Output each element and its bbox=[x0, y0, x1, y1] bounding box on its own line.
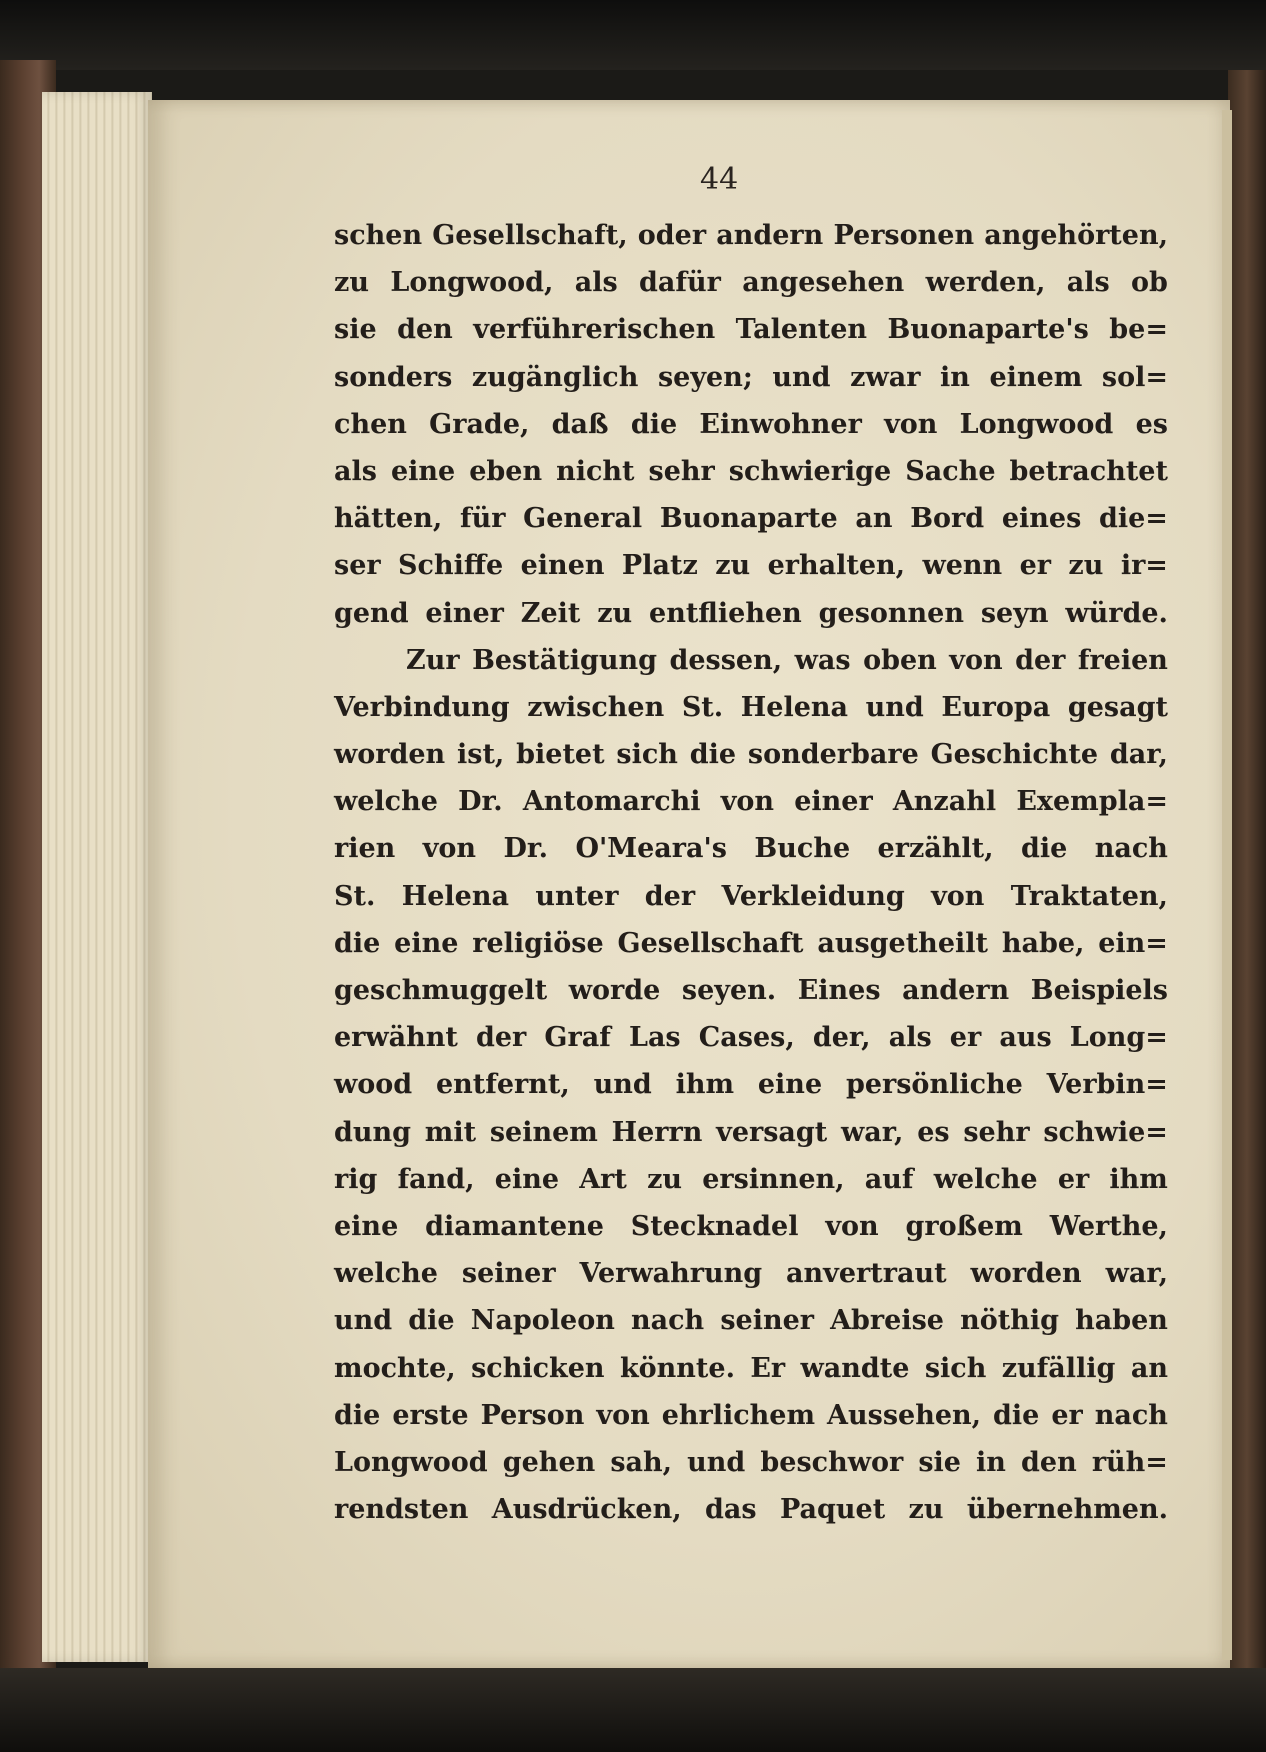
word: könnte. bbox=[619, 1352, 735, 1384]
word: ehrlichem bbox=[661, 1399, 816, 1431]
text-line bbox=[334, 967, 1168, 1014]
word: Las bbox=[628, 1022, 681, 1054]
word: von bbox=[931, 880, 985, 912]
word: auf bbox=[864, 1163, 914, 1195]
word: von bbox=[949, 644, 1003, 676]
word: sonders bbox=[334, 361, 453, 393]
word: eben bbox=[469, 455, 543, 487]
word: seyen. bbox=[681, 975, 777, 1006]
word: zugänglich bbox=[471, 361, 639, 393]
word: Buonaparte's bbox=[887, 314, 1089, 346]
word: oder bbox=[637, 220, 707, 251]
word: Dr. bbox=[458, 786, 503, 818]
word: geschmuggelt bbox=[334, 975, 548, 1006]
word: als bbox=[888, 1022, 932, 1054]
word: seiner bbox=[461, 1258, 556, 1290]
word: chen bbox=[334, 408, 407, 440]
text-line bbox=[334, 731, 1168, 778]
word: die bbox=[334, 927, 381, 959]
word: werden, bbox=[925, 267, 1046, 299]
word: und bbox=[772, 361, 831, 393]
word: an bbox=[855, 503, 893, 535]
word: übernehmen. bbox=[966, 1494, 1168, 1526]
word: Beispiels bbox=[1030, 975, 1168, 1006]
word: eine bbox=[334, 1210, 399, 1242]
word: aus bbox=[999, 1022, 1052, 1054]
word: als bbox=[574, 267, 618, 299]
word: ersinnen, bbox=[702, 1163, 845, 1195]
word: welche bbox=[334, 1258, 438, 1290]
text-line bbox=[334, 1203, 1168, 1250]
word: zu bbox=[715, 550, 751, 582]
word: Exempla= bbox=[1016, 786, 1168, 818]
word: St. bbox=[334, 880, 376, 912]
word: Antomarchi bbox=[522, 786, 701, 818]
word: die bbox=[334, 1399, 381, 1431]
word: Verwahrung bbox=[579, 1258, 763, 1290]
word: mochte, bbox=[334, 1352, 456, 1384]
word: Zeit bbox=[520, 597, 581, 629]
word: wandte bbox=[800, 1352, 910, 1384]
word: rien bbox=[334, 833, 396, 865]
page-number: 44 bbox=[700, 162, 739, 197]
word: Herrn bbox=[611, 1116, 703, 1148]
text-line bbox=[334, 920, 1168, 967]
word: schwierige bbox=[728, 455, 892, 487]
word: Gesellschaft bbox=[617, 927, 804, 959]
word: sah, bbox=[610, 1446, 673, 1478]
word: eine bbox=[390, 455, 456, 487]
text-line bbox=[334, 212, 1168, 259]
word: Helena bbox=[401, 880, 509, 912]
word: Helena bbox=[740, 691, 849, 723]
word: worden bbox=[334, 739, 446, 771]
word: habe, bbox=[1001, 927, 1085, 959]
word: gesagt bbox=[1067, 691, 1168, 723]
word: gehen bbox=[502, 1446, 596, 1478]
word: rüh= bbox=[1091, 1446, 1168, 1478]
word: zu bbox=[1068, 550, 1104, 582]
word: Verbin= bbox=[1046, 1069, 1168, 1101]
word: Er bbox=[750, 1352, 786, 1384]
word: be= bbox=[1109, 314, 1168, 346]
word: Buche bbox=[754, 833, 851, 865]
word: unter bbox=[535, 880, 619, 912]
word: religiöse bbox=[472, 927, 604, 959]
word: angehörten, bbox=[984, 220, 1168, 251]
text-line bbox=[334, 1156, 1168, 1203]
word: anvertraut bbox=[786, 1258, 947, 1290]
word: ausgetheilt bbox=[817, 927, 988, 959]
word: Dr. bbox=[503, 833, 549, 865]
word: St. bbox=[681, 691, 724, 723]
word: Anzahl bbox=[892, 786, 997, 818]
word: entfliehen bbox=[649, 597, 802, 629]
word: von bbox=[596, 1399, 650, 1431]
book-cover-right bbox=[1228, 70, 1266, 1690]
word: für bbox=[459, 503, 506, 535]
word: Buonaparte bbox=[659, 503, 838, 535]
text-line bbox=[334, 1014, 1168, 1061]
word: er bbox=[949, 1022, 982, 1054]
word: mit bbox=[424, 1116, 477, 1148]
word: seinem bbox=[489, 1116, 598, 1148]
text-line bbox=[334, 1109, 1168, 1156]
word: Longwood bbox=[334, 1446, 488, 1478]
word: zu bbox=[908, 1494, 944, 1526]
word: der bbox=[1015, 644, 1066, 676]
word: wood bbox=[334, 1069, 413, 1101]
word: den bbox=[1021, 1446, 1077, 1478]
word: einer bbox=[794, 786, 873, 818]
word: welche bbox=[334, 786, 438, 818]
word: sehr bbox=[963, 1116, 1030, 1148]
word: schwie= bbox=[1043, 1116, 1168, 1148]
word: von bbox=[825, 1210, 879, 1242]
word: sonderbare bbox=[747, 739, 919, 771]
word: die bbox=[408, 1305, 455, 1337]
word: sol= bbox=[1101, 361, 1168, 393]
word: ihm bbox=[675, 1069, 735, 1101]
word: beschwor bbox=[760, 1446, 904, 1478]
word: von bbox=[884, 408, 938, 440]
word: der bbox=[476, 1022, 527, 1054]
word: Paquet bbox=[779, 1494, 886, 1526]
word: ihm bbox=[1109, 1163, 1168, 1195]
word: nach bbox=[630, 1305, 705, 1337]
word: in bbox=[976, 1446, 1006, 1478]
word: dafür bbox=[639, 267, 721, 299]
body-text bbox=[334, 212, 1168, 1533]
text-line bbox=[334, 825, 1168, 872]
text-line bbox=[334, 1486, 1168, 1533]
word: er bbox=[1051, 1399, 1083, 1431]
word: entfernt, bbox=[435, 1069, 570, 1101]
word: sich bbox=[924, 1352, 987, 1384]
word: sie bbox=[334, 314, 377, 346]
word: Geschichte bbox=[930, 739, 1099, 771]
word: worde bbox=[568, 975, 661, 1006]
word: Ausdrücken, bbox=[491, 1494, 682, 1526]
word: eines bbox=[1001, 503, 1082, 535]
word: als bbox=[1066, 267, 1110, 299]
word: die bbox=[689, 739, 737, 771]
word: ob bbox=[1131, 267, 1168, 299]
word: einer bbox=[425, 597, 504, 629]
text-line bbox=[334, 778, 1168, 825]
word: die= bbox=[1098, 503, 1168, 535]
word: Zur bbox=[406, 644, 460, 676]
text-line bbox=[334, 1439, 1168, 1486]
word: angesehen bbox=[742, 267, 905, 299]
word: einem bbox=[989, 361, 1083, 393]
word: Grade, bbox=[429, 408, 530, 440]
word: dung bbox=[334, 1116, 412, 1148]
word: daß bbox=[551, 408, 609, 440]
word: verführerischen bbox=[473, 314, 716, 346]
word: der bbox=[644, 880, 696, 912]
text-line bbox=[334, 684, 1168, 731]
word: Sache bbox=[905, 455, 996, 487]
word: Traktaten, bbox=[1010, 880, 1168, 912]
text-line bbox=[334, 590, 1168, 637]
text-line bbox=[334, 637, 1168, 684]
word: dessen, bbox=[669, 644, 783, 676]
word: Abreise bbox=[830, 1305, 944, 1337]
word: Stecknadel bbox=[630, 1210, 799, 1242]
word: fand, bbox=[397, 1163, 475, 1195]
word: was bbox=[794, 644, 851, 676]
page-edge-right bbox=[1222, 110, 1232, 1660]
word: nöthig bbox=[960, 1305, 1059, 1337]
word: die bbox=[1020, 833, 1068, 865]
text-line bbox=[334, 306, 1168, 353]
word: seyen; bbox=[657, 361, 753, 393]
word: General bbox=[523, 503, 643, 535]
word: hätten, bbox=[334, 503, 443, 535]
word: erste bbox=[392, 1399, 469, 1431]
word: gesonnen bbox=[818, 597, 964, 629]
word: Talenten bbox=[735, 314, 868, 346]
word: nach bbox=[1094, 1399, 1168, 1431]
word: zufällig bbox=[1001, 1352, 1116, 1384]
word: ir= bbox=[1120, 550, 1168, 582]
text-line bbox=[334, 495, 1168, 542]
word: eine bbox=[394, 927, 459, 959]
page-stack-edges bbox=[42, 92, 152, 1662]
word: Schiffe bbox=[398, 550, 504, 582]
word: andern bbox=[902, 975, 1010, 1006]
word: versagt bbox=[716, 1116, 828, 1148]
word: und bbox=[334, 1305, 393, 1337]
text-line bbox=[334, 1061, 1168, 1108]
word: andern bbox=[716, 220, 824, 251]
word: eine bbox=[494, 1163, 560, 1195]
word: welche bbox=[933, 1163, 1038, 1195]
word: an bbox=[1130, 1352, 1168, 1384]
word: war, bbox=[841, 1116, 904, 1148]
word: Verkleidung bbox=[721, 880, 905, 912]
word: die bbox=[993, 1399, 1040, 1431]
word: erwähnt bbox=[334, 1022, 458, 1054]
word: rendsten bbox=[334, 1494, 469, 1526]
word: freien bbox=[1077, 644, 1168, 676]
word: zwar bbox=[850, 361, 921, 393]
word: dar, bbox=[1109, 739, 1168, 771]
word: zu bbox=[597, 597, 633, 629]
word: und bbox=[593, 1069, 652, 1101]
word: sie bbox=[918, 1446, 961, 1478]
word: erzählt, bbox=[877, 833, 994, 865]
word: zu bbox=[647, 1163, 683, 1195]
word: er bbox=[1057, 1163, 1090, 1195]
word: Eines bbox=[797, 975, 881, 1006]
word: erhalten, bbox=[767, 550, 906, 582]
word: Werthe, bbox=[1049, 1210, 1168, 1242]
word: nach bbox=[1094, 833, 1168, 865]
word: wenn bbox=[922, 550, 1003, 582]
word: haben bbox=[1075, 1305, 1168, 1337]
word: O'Meara's bbox=[575, 833, 727, 865]
text-line bbox=[334, 401, 1168, 448]
word: Europa bbox=[941, 691, 1051, 723]
word: er bbox=[1019, 550, 1051, 582]
word: Aussehen, bbox=[827, 1399, 982, 1431]
word: Cases, bbox=[698, 1022, 795, 1054]
word: rig bbox=[334, 1163, 378, 1195]
word: Person bbox=[480, 1399, 585, 1431]
word: als bbox=[334, 455, 377, 487]
word: nicht bbox=[556, 455, 635, 487]
word: schicken bbox=[471, 1352, 605, 1384]
text-line bbox=[334, 873, 1168, 920]
word: den bbox=[397, 314, 453, 346]
word: Art bbox=[579, 1163, 627, 1195]
text-line bbox=[334, 1392, 1168, 1439]
scan-background-top bbox=[0, 0, 1266, 70]
word: Longwood bbox=[959, 408, 1114, 440]
word: sich bbox=[616, 739, 678, 771]
word: von bbox=[720, 786, 775, 818]
word: die bbox=[630, 408, 678, 440]
word: Bord bbox=[910, 503, 985, 535]
word: Personen bbox=[833, 220, 975, 251]
word: Verbindung bbox=[334, 691, 510, 723]
text-line bbox=[334, 1345, 1168, 1392]
word: einen bbox=[520, 550, 605, 582]
word: betrachtet bbox=[1009, 455, 1168, 487]
word: und bbox=[687, 1446, 746, 1478]
word: Napoleon bbox=[470, 1305, 615, 1337]
word: das bbox=[705, 1494, 757, 1526]
word: ist, bbox=[456, 739, 505, 771]
word: gend bbox=[334, 597, 409, 629]
word: bietet bbox=[516, 739, 605, 771]
word: persönliche bbox=[845, 1069, 1023, 1101]
word: zu bbox=[334, 267, 369, 299]
word: Longwood, bbox=[390, 267, 554, 299]
word: zwischen bbox=[527, 691, 665, 723]
text-line bbox=[334, 542, 1168, 589]
word: ser bbox=[334, 550, 381, 582]
word: und bbox=[865, 691, 924, 723]
text-line bbox=[334, 354, 1168, 401]
text-line bbox=[334, 1297, 1168, 1344]
word: war, bbox=[1105, 1258, 1168, 1290]
word: schen bbox=[334, 220, 423, 251]
word: sehr bbox=[648, 455, 715, 487]
word: seyn bbox=[980, 597, 1049, 629]
word: es bbox=[917, 1116, 950, 1148]
text-line bbox=[334, 259, 1168, 306]
word: von bbox=[422, 833, 477, 865]
word: eine bbox=[757, 1069, 823, 1101]
word: Einwohner bbox=[699, 408, 862, 440]
word: Gesellschaft, bbox=[432, 220, 628, 251]
word: diamantene bbox=[425, 1210, 604, 1242]
word: ein= bbox=[1098, 927, 1168, 959]
word: der, bbox=[812, 1022, 871, 1054]
word: Long= bbox=[1069, 1022, 1168, 1054]
word: Graf bbox=[544, 1022, 611, 1054]
text-line bbox=[334, 448, 1168, 495]
word: oben bbox=[863, 644, 937, 676]
word: seiner bbox=[720, 1305, 814, 1337]
word: es bbox=[1135, 408, 1168, 440]
word: Platz bbox=[621, 550, 698, 582]
word: würde. bbox=[1065, 597, 1168, 629]
word: großem bbox=[905, 1210, 1023, 1242]
text-line bbox=[334, 1250, 1168, 1297]
word: worden bbox=[970, 1258, 1082, 1290]
scan-background-bottom bbox=[0, 1668, 1266, 1752]
word: Bestätigung bbox=[472, 644, 657, 676]
word: in bbox=[940, 361, 970, 393]
